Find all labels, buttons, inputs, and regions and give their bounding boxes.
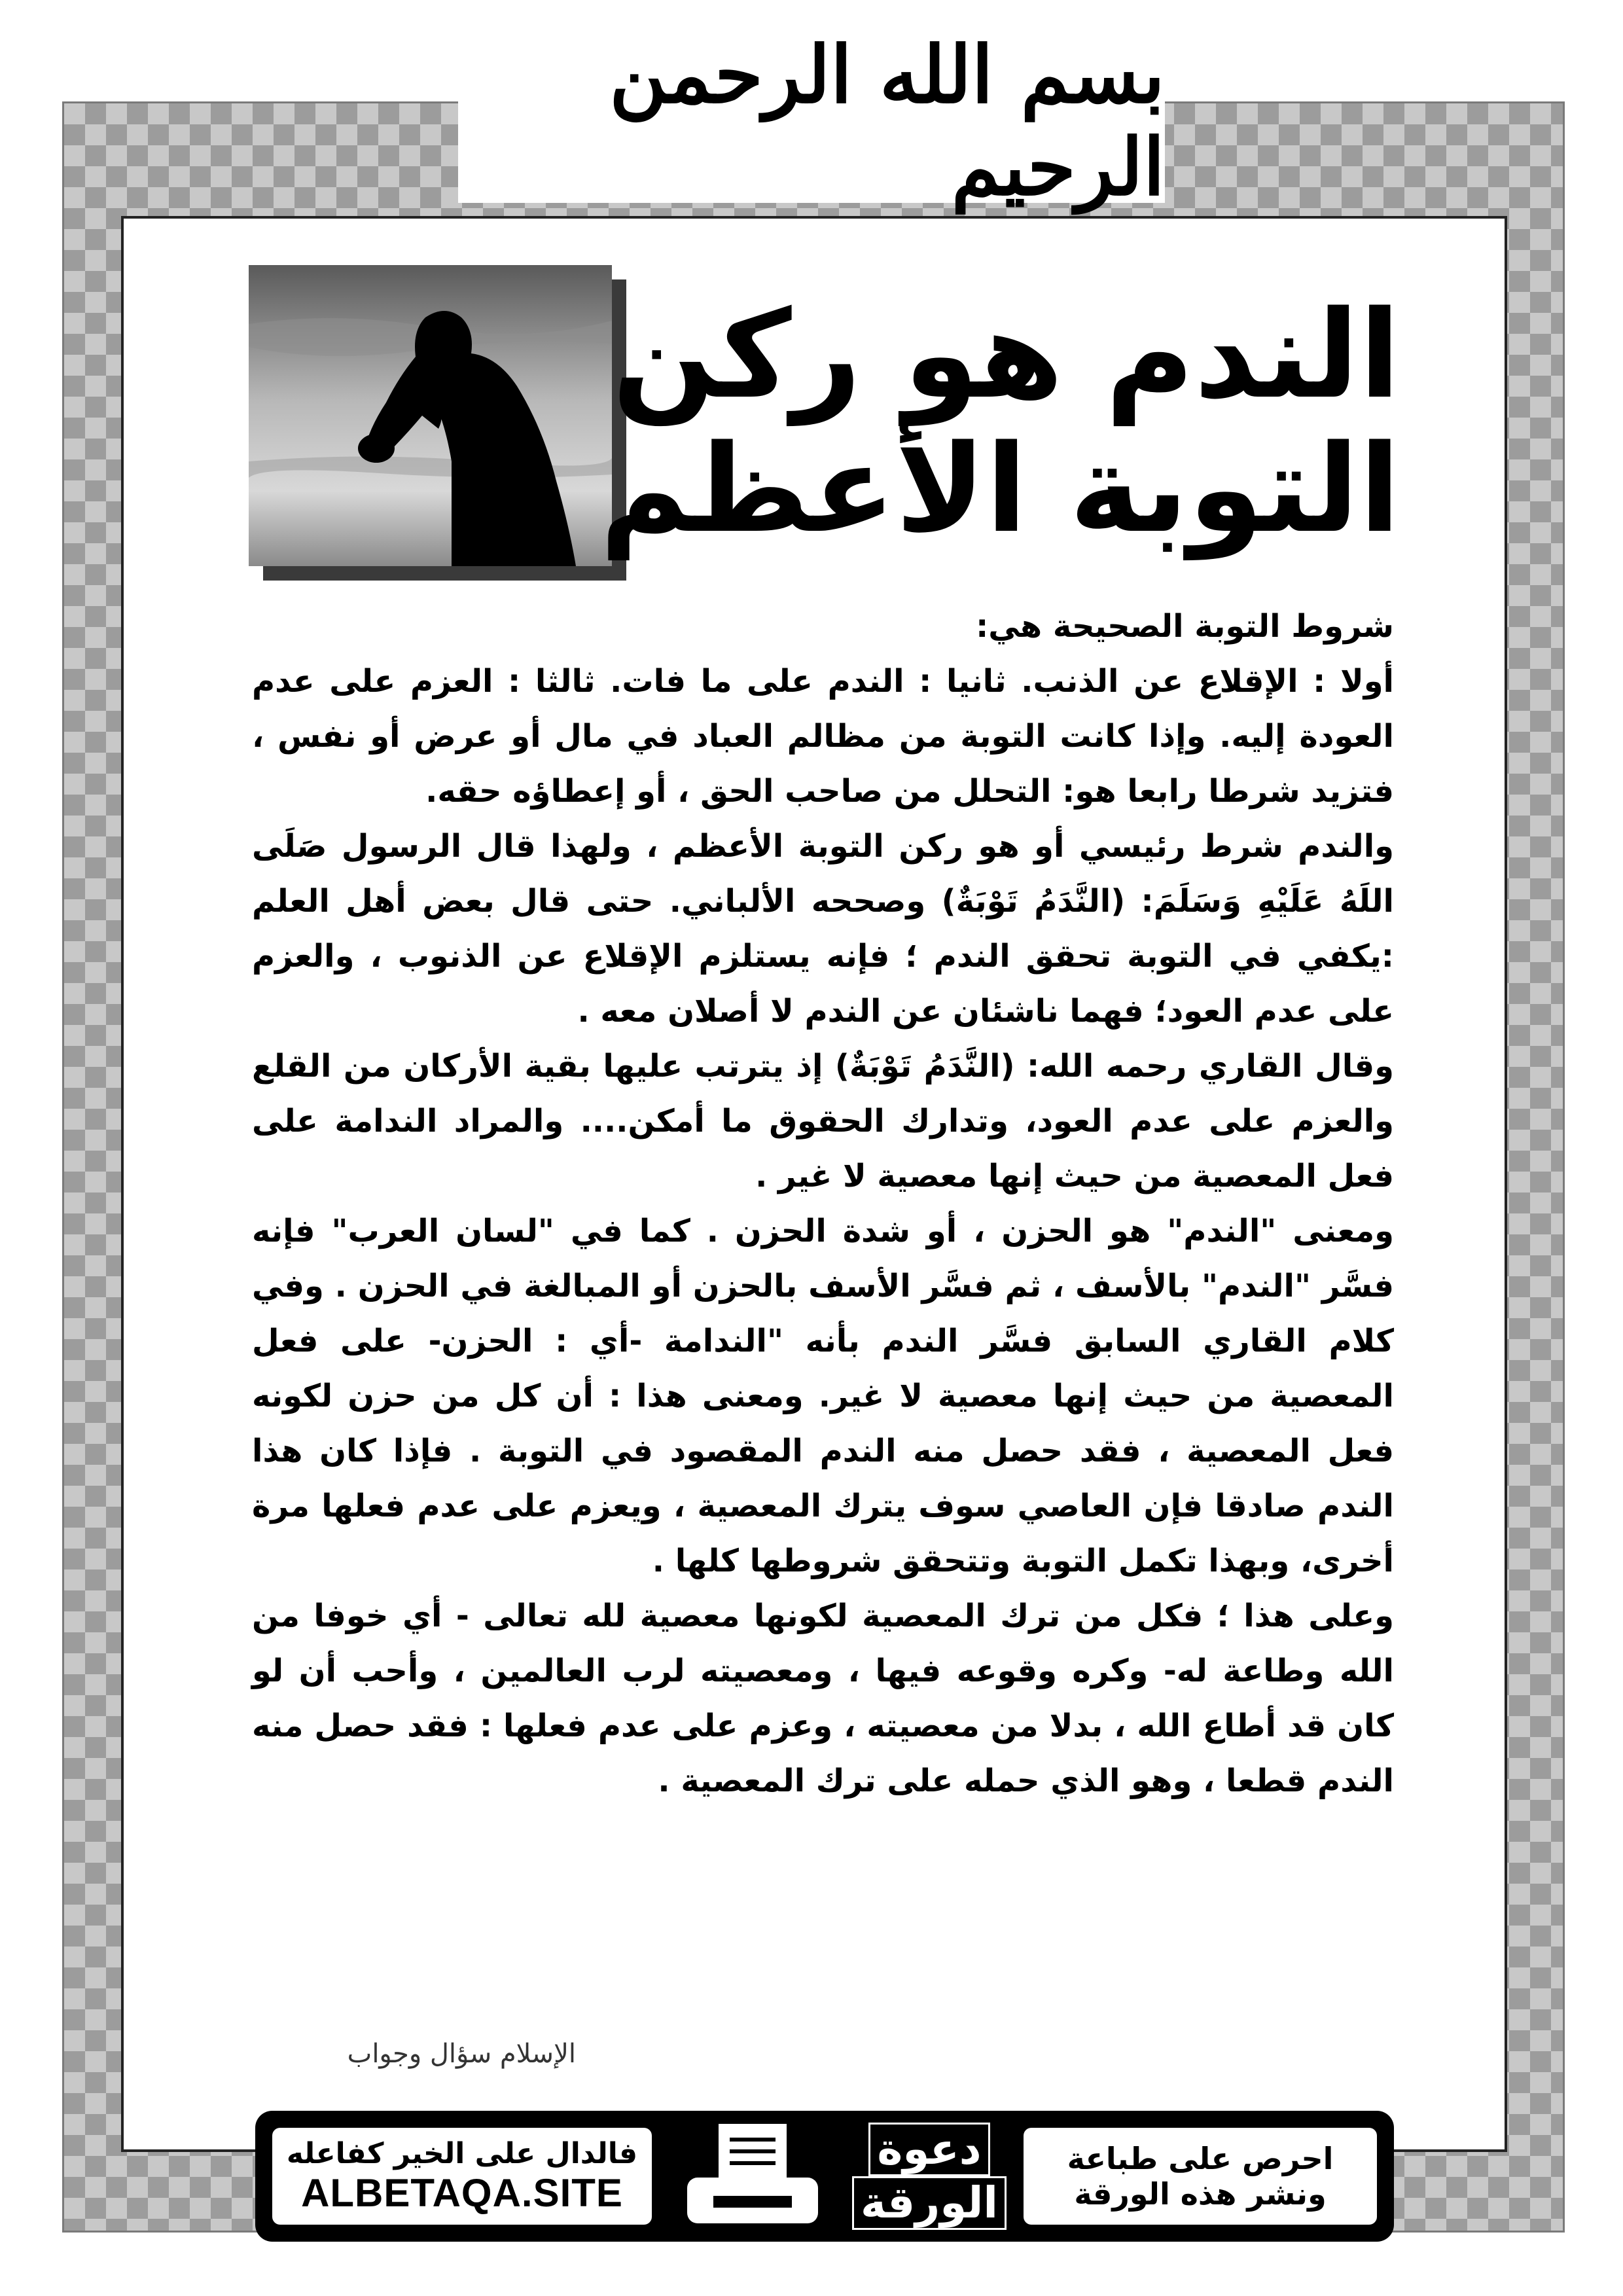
- silhouette-image: [249, 265, 612, 566]
- logo-line-2: الورقة: [852, 2176, 1007, 2230]
- article-paragraph: والندم شرط رئيسي أو هو ركن التوبة الأعظم ، ولهذا قال الرسول صَلَى اللَهُ عَلَيْهِ وَسَلَمَ: (النَّدَمُ تَوْبَةٌ) وصححه الألباني. حتى قال بعض أهل العلم :يكفي في التوبة تحقق الندم ؛ فإنه يستلزم الإقلاع عن الذنوب ، والعزم على عدم العود؛ فهما ناشئان عن الندم لا أصلان معه .: [252, 828, 1394, 1030]
- footer-bar: [255, 2111, 1394, 2242]
- article-paragraph: وقال القاري رحمه الله: (النَّدَمُ تَوْبَةٌ) إذ يترتب عليها بقية الأركان من القلع والعزم على عدم العود، وتدارك الحقوق ما أمكن.... والمراد الندامة على فعل المعصية من حيث إنها معصية لا غير .: [252, 1048, 1394, 1194]
- article-paragraph: وعلى هذا ؛ فكل من ترك المعصية لكونها معصية لله تعالى - أي خوفا من الله وطاعة له- وكره وقوعه فيها ، ومعصيته لرب العالمين ، وأحب أن لو كان قد أطاع الله ، بدلا من معصيته ، وعزم على عدم فعلها : فقد حصل منه الندم قطعا ، وهو الذي حمله على ترك المعصية .: [252, 1598, 1394, 1799]
- printer-icon: [674, 2119, 831, 2234]
- footer-print-line-2: ونشر هذه الورقة: [1074, 2176, 1327, 2212]
- basmala-calligraphy: بسم الله الرحمن الرحيم: [458, 39, 1165, 203]
- title-line-2: التوبة الأعظم: [599, 418, 1400, 560]
- title-line-1: الندم هو ركن: [612, 284, 1400, 425]
- source-credit: الإسلام سؤال وجواب: [347, 2039, 576, 2069]
- footer-website-link[interactable]: ALBETAQA.SITE: [301, 2171, 623, 2215]
- footer-print-box: [1024, 2128, 1377, 2225]
- page-title: [599, 284, 1400, 560]
- footer-print-line-1: احرص على طباعة: [1067, 2141, 1334, 2176]
- logo-line-1: دعوة: [868, 2123, 990, 2176]
- article-intro: شروط التوبة الصحيحة هي:: [976, 608, 1394, 645]
- article-paragraph: ومعنى "الندم" هو الحزن ، أو شدة الحزن . كما في "لسان العرب" فإنه فسَّر "الندم" بالأسف ، ثم فسَّر الأسف بالحزن أو المبالغة في الحزن . وفي كلام القاري السابق فسَّر الندم بأنه "الندامة -أي : الحزن- على فعل المعصية من حيث إنها معصية لا غير. ومعنى هذا : أن كل من حزن لكونه فعل المعصية ، فقد حصل منه الندم المقصود في التوبة . فإذا كان هذا الندم صادقا فإن العاصي سوف يترك المعصية ، ويعزم على عدم فعلها مرة أخرى، وبهذا تكمل التوبة وتتحقق شروطها كلها .: [252, 1213, 1394, 1579]
- article-paragraph: أولا : الإقلاع عن الذنب. ثانيا : الندم على ما فات. ثالثا : العزم على عدم العودة إليه. وإذا كانت التوبة من مظالم العباد في مال أو عرض أو نفس ، فتزيد شرطا رابعا هو: التحلل من صاحب الحق ، أو إعطاؤه حقه.: [252, 663, 1394, 810]
- footer-website-box: [272, 2128, 652, 2225]
- praying-man-photo: [249, 265, 612, 566]
- dawa-logo: [844, 2116, 1014, 2236]
- footer-slogan: فالدال على الخير كفاعله: [286, 2137, 638, 2170]
- article-body: [252, 599, 1394, 2039]
